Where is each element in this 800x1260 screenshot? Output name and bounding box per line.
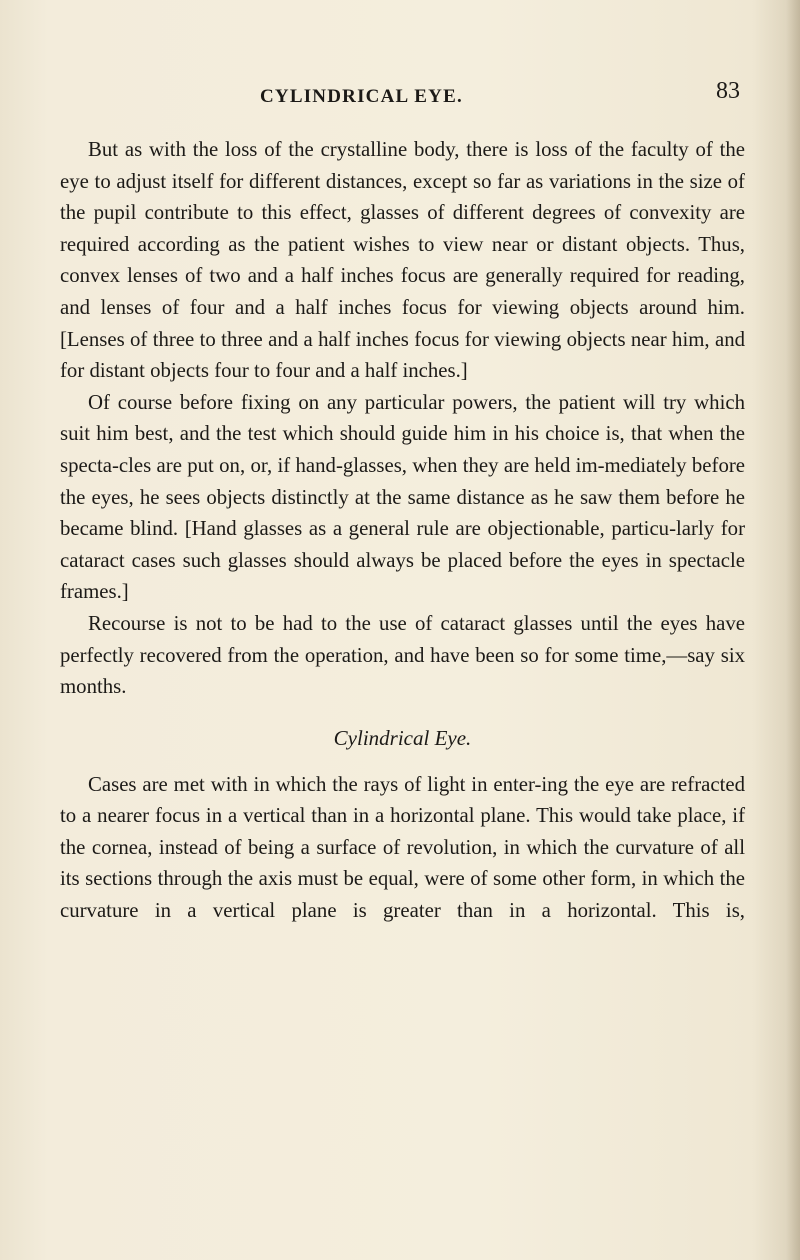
page-header xyxy=(60,78,740,116)
body-text xyxy=(60,134,745,927)
paragraph: But as with the loss of the crystalline body, there is loss of the faculty of the eye to adjust itself for different distances, except so far as variations in the size of the pupil contribute to this effect, glasses of different degrees of convexity are required according as the patient wishes to view near or distant objects. Thus, convex lenses of two and a half inches focus are generally required for reading, and lenses of four and a half inches focus for viewing objects around him. [Lenses of three to three and a half inches focus for viewing objects near him, and for distant objects four to four and a half inches.] xyxy=(60,138,745,383)
section-heading: Cylindrical Eye. xyxy=(333,725,472,750)
running-head: CYLINDRICAL EYE. xyxy=(260,86,463,107)
page-number: 83 xyxy=(716,78,740,104)
page-edge-shadow xyxy=(786,0,800,1260)
paragraph: Cases are met with in which the rays of light in enter-ing the eye are refracted to a nearer focus in a vertical than in a horizontal plane. This would take place, if the cornea, instead of being a surface of revolution, in which the curvature of all its sections through the axis must be equal, were of some other form, in which the curvature in a vertical plane is greater than in a horizontal. This is, xyxy=(60,772,745,923)
paragraph: Of course before fixing on any particular powers, the patient will try which suit him best, and the test which should guide him in his choice is, that when the specta-cles are put on, or, if hand-glasses, when they are held im-mediately before the eyes, he sees objects distinctly at the same distance as he saw them before he became blind. [Hand glasses as a general rule are objectionable, particu-larly for cataract cases such glasses should always be placed before the eyes in spectacle frames.] xyxy=(60,390,745,604)
paragraph: Recourse is not to be had to the use of cataract glasses until the eyes have perfectly recovered from the operation, and have been so for some time,—say six months. xyxy=(60,611,745,699)
